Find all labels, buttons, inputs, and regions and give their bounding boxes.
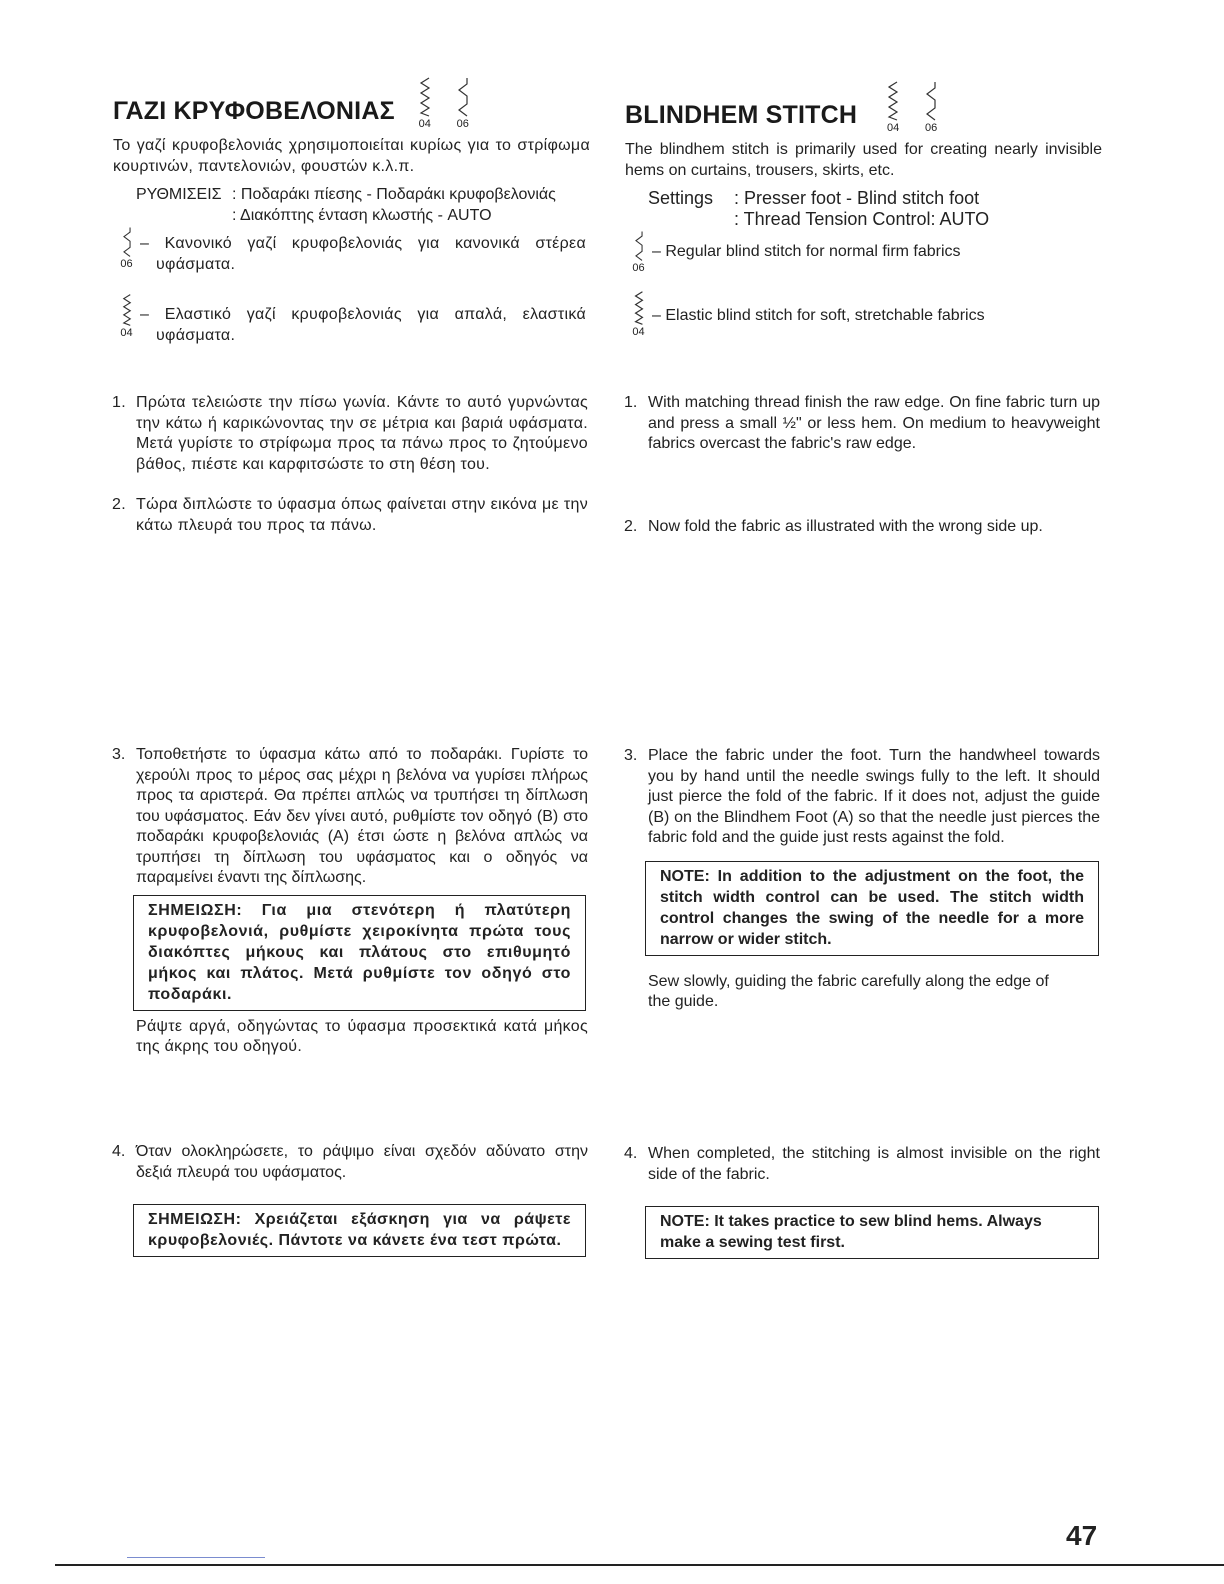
step-text: With matching thread finish the raw edge. On fine fabric turn up and press a small ½" or less hem. On medium to heavyweight fabrics overcast the fabric's raw edge. [648,394,1100,452]
settings-tension: : Διακόπτης ένταση κλωστής - AUTO [232,207,492,224]
step-number: 1. [112,394,126,411]
settings-foot: : Ποδαράκι πίεσης - Ποδαράκι κρυφοβελονιάς [232,186,556,203]
greek-title: ΓΑΖΙ ΚΡΥΦΟΒΕΛΟΝΙΑΣ [113,97,395,125]
english-steps-1-2 [624,393,1100,537]
step-number: 4. [624,1145,638,1162]
greek-note-3: ΣΗΜΕΙΩΣΗ: Για μια στενότερη ή πλατύτερη κρυφοβελονιά, ρυθμίστε χειροκίνητα πρώτα τους διακόπτες μήκους και πλάτους στο επιθυμητό μήκος και πλάτος. Μετά ρυθμίστε τον οδηγό στο ποδαράκι. [133,895,586,1011]
stitch-code: 06 [925,122,938,134]
greek-step-4 [112,1142,588,1183]
stitch-04-icon [417,76,433,130]
step-number: 2. [624,517,638,535]
english-intro: The blindhem stitch is primarily used for creating nearly invisible hems on curtains, trousers, skirts, etc. [625,141,1102,179]
step-text: Τώρα διπλώστε το ύφασμα όπως φαίνεται στην εικόνα με την κάτω πλευρά του προς τα πάνω. [136,496,588,534]
step-text: Place the fabric under the foot. Turn the handwheel towards you by hand until the needle swings fully to the left. It should just pierce the fold of the fabric. If it does not, adjust the guide (B) on the Blindhem Foot (A) so that the needle just pierces the fabric fold and the guide just rests against the fold. [648,747,1100,846]
greek-header-section [113,76,590,346]
greek-step-2 [112,495,588,536]
step-text: Όταν ολοκληρώσετε, το ράψιμο είναι σχεδόν αδύνατο στην δεξιά πλευρά του υφάσματος. [136,1143,588,1181]
english-title: BLINDHEM STITCH [625,101,858,129]
stitch-code: 04 [632,326,645,338]
divider [127,1557,265,1558]
step-number: 1. [624,394,638,411]
step-number: 3. [112,746,126,763]
step-text: Τοποθετήστε το ύφασμα κάτω από το ποδαράκι. Γυρίστε το χερούλι προς το μέρος σας μέχρι η βελόνα να γυρίσει πλήρως προς τα αριστερά. Θα πρέπει απλώς να τρυπήσει τη δίπλωση του υφάσματος. Εάν δεν γίνει αυτό, ρυθμίστε τον οδηγό (B) στο ποδαράκι κρυφοβελονιάς (A) έτσι ώστε η βελόνα απλώς να τρυπήσει τη δίπλωση του υφάσματος και ο οδηγός να παραμείνει έναντι της δίπλωσης. [136,746,588,886]
stitch-04-icon [625,290,652,338]
english-stitch-06-desc: – Regular blind stitch for normal firm fabrics [652,243,961,260]
english-note-4: NOTE: It takes practice to sew blind hems. Always make a sewing test first. [645,1206,1099,1259]
stitch-04-icon [885,80,901,134]
page-number: 47 [1066,1520,1098,1551]
english-note-3: NOTE: In addition to the adjustment on the foot, the stitch width control can be used. The stitch width control changes the swing of the needle for a more narrow or wider stitch. [645,861,1099,956]
greek-steps-1-2 [112,393,588,536]
stitch-code: 04 [120,327,133,339]
greek-stitch-06-desc: – Κανονικό γαζί κρυφοβελονιάς για κανονικά στέρεα υφάσματα. [140,235,586,273]
english-step-1 [624,393,1100,455]
stitch-code: 04 [418,118,431,130]
english-step-3-section [624,746,1100,1013]
greek-note-4: ΣΗΜΕΙΩΣΗ: Χρειάζεται εξάσκηση για να ράψετε κρυφοβελονιές. Πάντοτε να κάνετε ένα τεστ πρώτα. [133,1204,586,1257]
english-step-4 [624,1144,1100,1185]
stitch-04-icon [113,293,140,339]
step-text: Now fold the fabric as illustrated with the wrong side up. [648,517,1043,535]
greek-step-4-section [112,1142,588,1257]
step-text: When completed, the stitching is almost invisible on the right side of the fabric. [648,1145,1100,1183]
bottom-rule [55,1564,1224,1566]
step-number: 3. [624,747,638,764]
greek-intro: Το γαζί κρυφοβελονιάς χρησιμοποιείται κυρίως για το στρίφωμα κουρτινών, παντελονιών, φουστών κ.λ.π. [113,137,590,175]
greek-stitch-04-desc: – Ελαστικό γαζί κρυφοβελονιάς για απαλά, ελαστικά υφάσματα. [140,306,586,344]
step-number: 2. [112,496,126,513]
settings-label: Settings [648,188,714,208]
step-number: 4. [112,1143,126,1160]
settings-label: ΡΥΘΜΙΣΕΙΣ [136,186,222,203]
english-settings [648,188,1102,230]
english-step-4-section [624,1144,1100,1259]
english-stitch-04-desc: – Elastic blind stitch for soft, stretchable fabrics [652,307,985,324]
stitch-06-icon [923,80,939,134]
step-text: Πρώτα τελειώστε την πίσω γωνία. Κάντε το αυτό γυρνώντας την κάτω ή καρικώνοντας την σε μέτρια και βαριά υφάσματα. Μετά γυρίστε το στρίφωμα προς τα πάνω προς το ζητούμενο βάθος, πιέστε και καρφιτσώστε το στη θέση του. [136,394,588,473]
english-step-2 [624,517,1100,538]
stitch-code: 06 [632,262,645,274]
english-header-section [625,80,1102,338]
greek-settings [136,184,590,226]
stitch-06-icon [113,226,140,270]
greek-sew-slowly: Ράψτε αργά, οδηγώντας το ύφασμα προσεκτικά κατά μήκος της άκρης του οδηγού. [136,1017,588,1055]
greek-step-1 [112,393,588,475]
english-step-3 [624,746,1100,849]
stitch-code: 04 [887,122,900,134]
settings-foot: : Presser foot - Blind stitch foot [734,188,980,208]
stitch-06-icon [625,230,652,274]
stitch-06-icon [455,76,471,130]
greek-step-3 [112,745,588,889]
stitch-code: 06 [120,258,133,270]
stitch-code: 06 [456,118,469,130]
greek-step-3-section [112,745,588,1058]
english-sew-slowly: Sew slowly, guiding the fabric carefully along the edge of the guide. [648,972,1049,1010]
settings-tension: : Thread Tension Control: AUTO [734,209,990,229]
